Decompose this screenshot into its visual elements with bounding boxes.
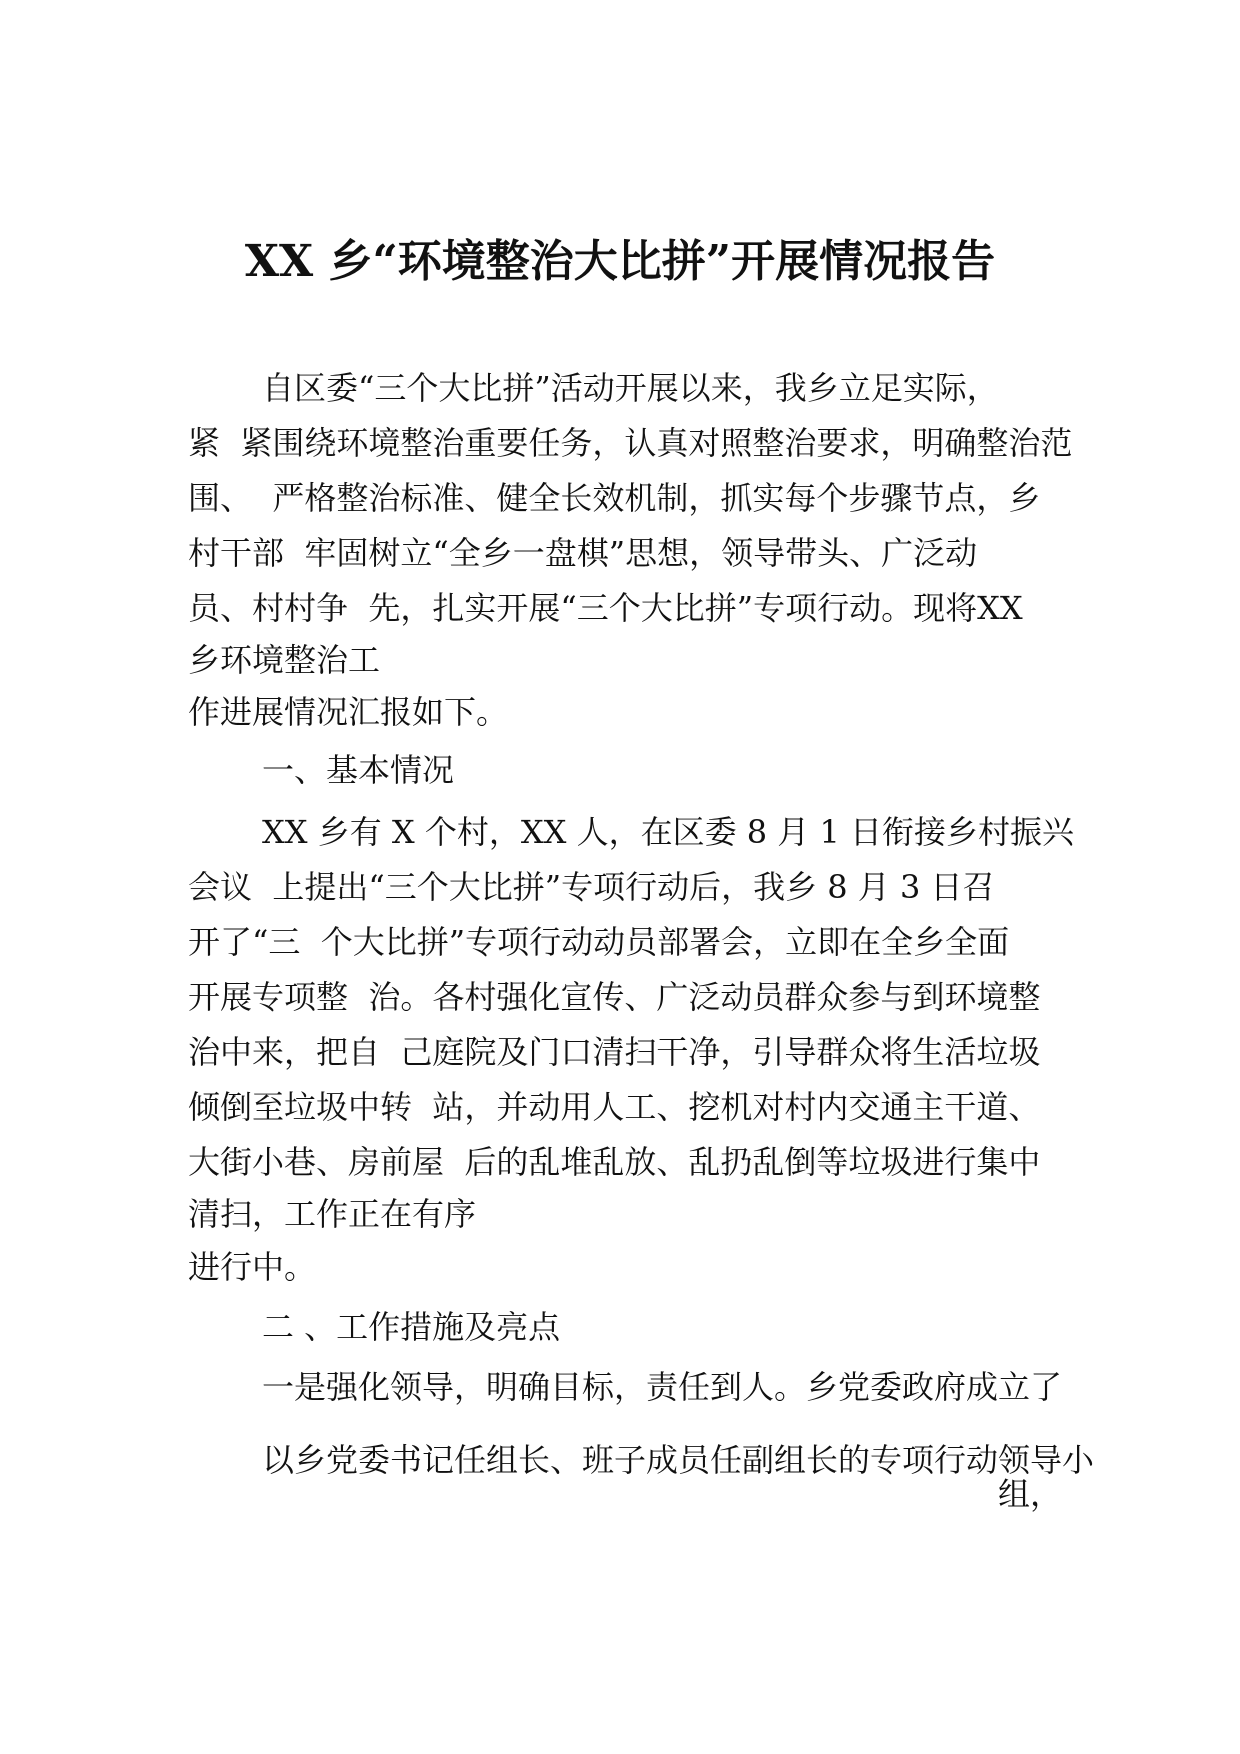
paragraph-line: 围、 严格整治标准、健全长效机制，抓实每个步骤节点，乡 [188, 479, 1041, 517]
section-heading-measures: 二 、工作措施及亮点 [262, 1308, 561, 1346]
paragraph-line: 村干部 牢固树立“全乡一盘棋”思想，领导带头、广泛动 [188, 534, 978, 572]
paragraph-line: 倾倒至垃圾中转 站，并动用人工、挖机对村内交通主干道、 [188, 1088, 1041, 1126]
paragraph-line: 清扫，工作正在有序 [188, 1195, 477, 1233]
paragraph-line: 紧 紧围绕环境整治重要任务，认真对照整治要求，明确整治范 [188, 424, 1073, 462]
paragraph-line: 作进展情况汇报如下。 [188, 693, 509, 731]
paragraph-line: 组， [997, 1475, 1062, 1513]
document-title: XX 乡“环境整治大比拼”开展情况报告 [244, 236, 996, 287]
paragraph-line: XX 乡有 X 个村，XX 人，在区委 8 月 1 日衔接乡村振兴 [262, 813, 1075, 851]
paragraph-line: 治中来，把自 己庭院及门口清扫干净，引导群众将生活垃圾 [188, 1033, 1041, 1071]
paragraph-line: 会议 上提出“三个大比拼”专项行动后，我乡 8 月 3 日召 [188, 868, 995, 906]
paragraph-line: 一是强化领导，明确目标，责任到人。乡党委政府成立了 [262, 1368, 1063, 1406]
paragraph-line: 乡环境整治工 [188, 641, 381, 679]
paragraph-line: 以乡党委书记任组长、班子成员任副组长的专项行动领导小 [262, 1441, 1095, 1479]
paragraph-line: 开展专项整 治。各村强化宣传、广泛动员群众参与到环境整 [188, 978, 1041, 1016]
section-heading-basic: 一、基本情况 [262, 751, 455, 789]
paragraph-line: 进行中。 [188, 1248, 317, 1286]
paragraph-line: 大街小巷、房前屋 后的乱堆乱放、乱扔乱倒等垃圾进行集中 [188, 1143, 1041, 1181]
paragraph-line: 开了“三 个大比拼”专项行动动员部署会，立即在全乡全面 [188, 923, 1010, 961]
paragraph-line: 员、村村争 先，扎实开展“三个大比拼”专项行动。现将XX [188, 589, 1023, 627]
paragraph-line: 自区委“三个大比拼”活动开展以来，我乡立足实际， [262, 369, 999, 407]
